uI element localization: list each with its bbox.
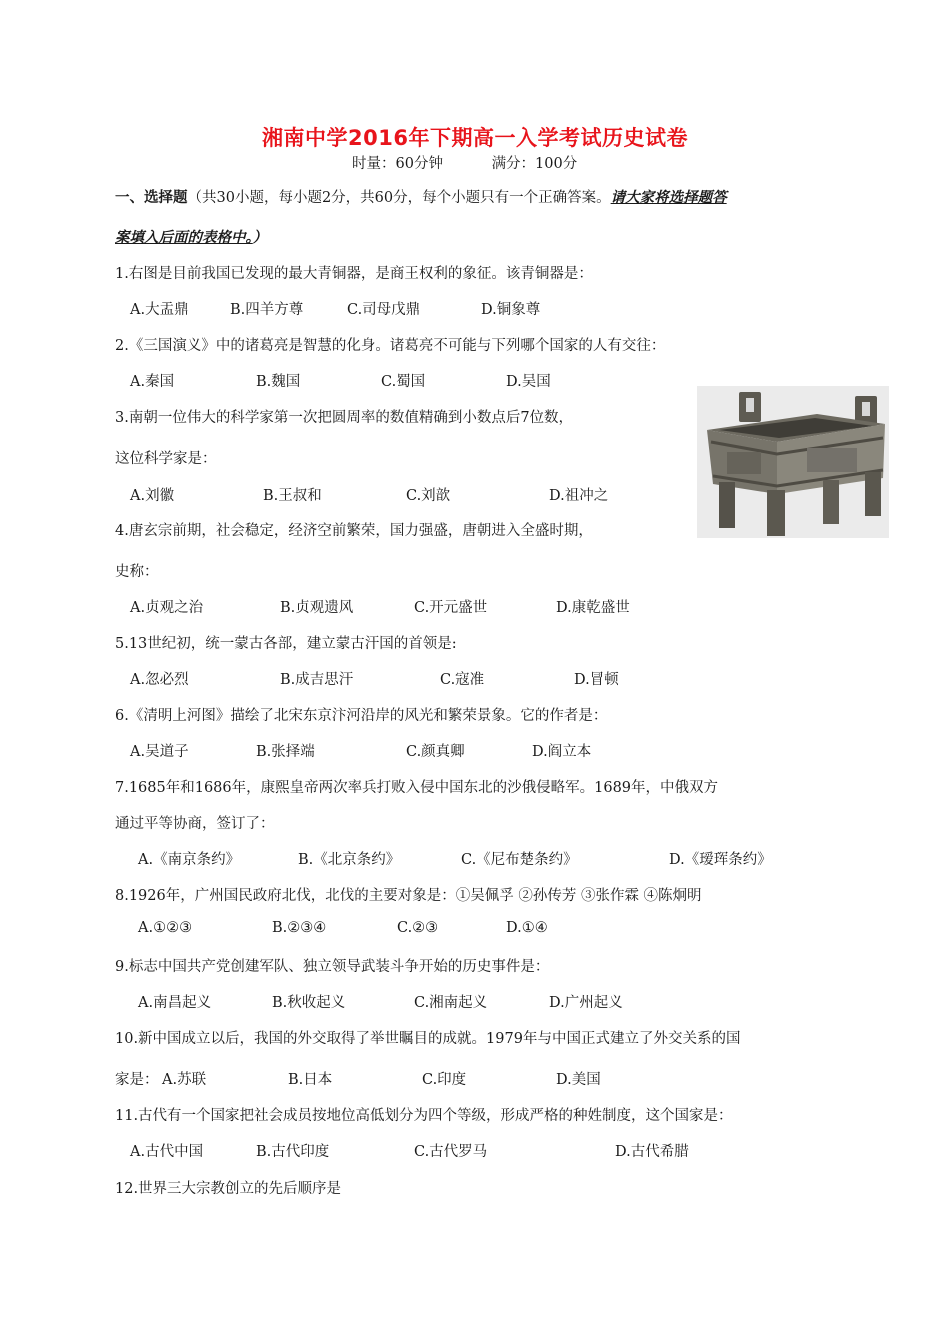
section-close: ） (252, 230, 268, 246)
q8-option-c: C.②③ (397, 920, 439, 936)
q5-option-a: A.忽必烈 (130, 672, 189, 688)
q4-option-b: B.贞观遗风 (280, 600, 354, 616)
q9-option-b: B.秋收起义 (272, 995, 346, 1011)
q4-option-c: C.开元盛世 (414, 600, 488, 616)
q8-option-b: B.②③④ (272, 920, 327, 936)
q3-option-d: D.祖冲之 (549, 488, 609, 504)
question-2: 2.《三国演义》中的诸葛亮是智慧的化身。诸葛亮不可能与下列哪个国家的人有交往： (115, 338, 666, 354)
bronze-ding-photo (697, 386, 889, 538)
question-11: 11.古代有一个国家把社会成员按地位高低划分为四个等级，形成严格的种姓制度，这个国家是： (115, 1108, 733, 1124)
q11-option-b: B.古代印度 (256, 1144, 330, 1160)
q8-option-d: D.①④ (506, 920, 548, 936)
q10-option-c: C.印度 (422, 1072, 467, 1088)
q2-option-a: A.秦国 (130, 374, 175, 390)
q1-option-a: A.大盂鼎 (130, 302, 189, 318)
q2-option-c: C.蜀国 (381, 374, 426, 390)
question-7-cont: 通过平等协商，签订了： (115, 816, 275, 832)
section-label: 一、选择题 (115, 190, 188, 206)
q11-option-c: C.古代罗马 (414, 1144, 488, 1160)
q11-option-d: D.古代希腊 (615, 1144, 689, 1160)
q6-option-b: B.张择端 (256, 744, 315, 760)
q11-option-a: A.古代中国 (130, 1144, 204, 1160)
q1-option-b: B.四羊方尊 (230, 302, 304, 318)
q7-option-a: A.《南京条约》 (138, 852, 241, 868)
question-1: 1.右图是目前我国已发现的最大青铜器，是商王权利的象征。该青铜器是： (115, 266, 593, 282)
q6-option-d: D.阎立本 (532, 744, 592, 760)
question-3-cont: 这位科学家是： (115, 451, 217, 467)
question-10: 10.新中国成立以后，我国的外交取得了举世瞩目的成就。1979年与中国正式建立了外交关系的国 (115, 1031, 741, 1047)
question-12: 12.世界三大宗教创立的先后顺序是 (115, 1181, 342, 1197)
q2-option-d: D.吴国 (506, 374, 551, 390)
question-9: 9.标志中国共产党创建军队、独立领导武装斗争开始的历史事件是： (115, 959, 550, 975)
q1-option-d: D.铜象尊 (481, 302, 541, 318)
question-5: 5.13世纪初，统一蒙古各部，建立蒙古汗国的首领是: (115, 636, 457, 652)
q3-option-b: B.王叔和 (263, 488, 322, 504)
bronze-ding-icon (697, 386, 889, 538)
question-4: 4.唐玄宗前期，社会稳定，经济空前繁荣，国力强盛，唐朝进入全盛时期， (115, 523, 593, 539)
section-desc: （共30小题，每小题2分，共60分，每个小题只有一个正确答案。 (187, 190, 611, 206)
q3-option-a: A.刘徽 (130, 488, 175, 504)
q6-option-a: A.吴道子 (130, 744, 189, 760)
question-8: 8.1926年，广州国民政府北伐，北伐的主要对象是：①吴佩孚 ②孙传芳 ③张作霖 ④陈炯明 (115, 888, 702, 904)
q7-option-c: C.《尼布楚条约》 (461, 852, 578, 868)
q10-option-d: D.美国 (556, 1072, 601, 1088)
q1-option-c: C.司母戊鼎 (347, 302, 421, 318)
exam-title: 湘南中学2016年下期高一入学考试历史试卷 (262, 126, 688, 150)
q3-option-c: C.刘歆 (406, 488, 451, 504)
question-6: 6.《清明上河图》描绘了北宋东京汴河沿岸的风光和繁荣景象。它的作者是： (115, 708, 608, 724)
q9-option-a: A.南昌起义 (138, 995, 212, 1011)
q4-option-d: D.康乾盛世 (556, 600, 630, 616)
section-heading-cont (115, 226, 267, 247)
exam-meta (352, 152, 621, 173)
q9-option-c: C.湘南起义 (414, 995, 488, 1011)
q4-option-a: A.贞观之治 (130, 600, 204, 616)
q5-option-d: D.冒顿 (574, 672, 619, 688)
question-3: 3.南朝一位伟大的科学家第一次把圆周率的数值精确到小数点后7位数， (115, 410, 574, 426)
q9-option-d: D.广州起义 (549, 995, 623, 1011)
section-emphasis-2: 案填入后面的表格中。 (115, 230, 253, 246)
time-limit: 时量：60分钟 (352, 156, 443, 172)
q7-option-b: B.《北京条约》 (298, 852, 401, 868)
full-score: 满分：100分 (491, 156, 578, 172)
q10-option-b: B.日本 (288, 1072, 333, 1088)
q6-option-c: C.颜真卿 (406, 744, 465, 760)
q2-option-b: B.魏国 (256, 374, 301, 390)
q10-option-a: A.苏联 (162, 1072, 207, 1088)
question-10-cont: 家是： (115, 1072, 159, 1088)
section-emphasis-1: 请大家将选择题答 (610, 190, 727, 206)
q5-option-b: B.成吉思汗 (280, 672, 354, 688)
question-4-cont: 史称： (115, 564, 159, 580)
q5-option-c: C.寇准 (440, 672, 485, 688)
question-7: 7.1685年和1686年，康熙皇帝两次率兵打败入侵中国东北的沙俄侵略军。1689年，中俄双方 (115, 780, 719, 796)
q7-option-d: D.《瑷珲条约》 (669, 852, 772, 868)
section-heading (115, 186, 727, 207)
q8-option-a: A.①②③ (138, 920, 193, 936)
